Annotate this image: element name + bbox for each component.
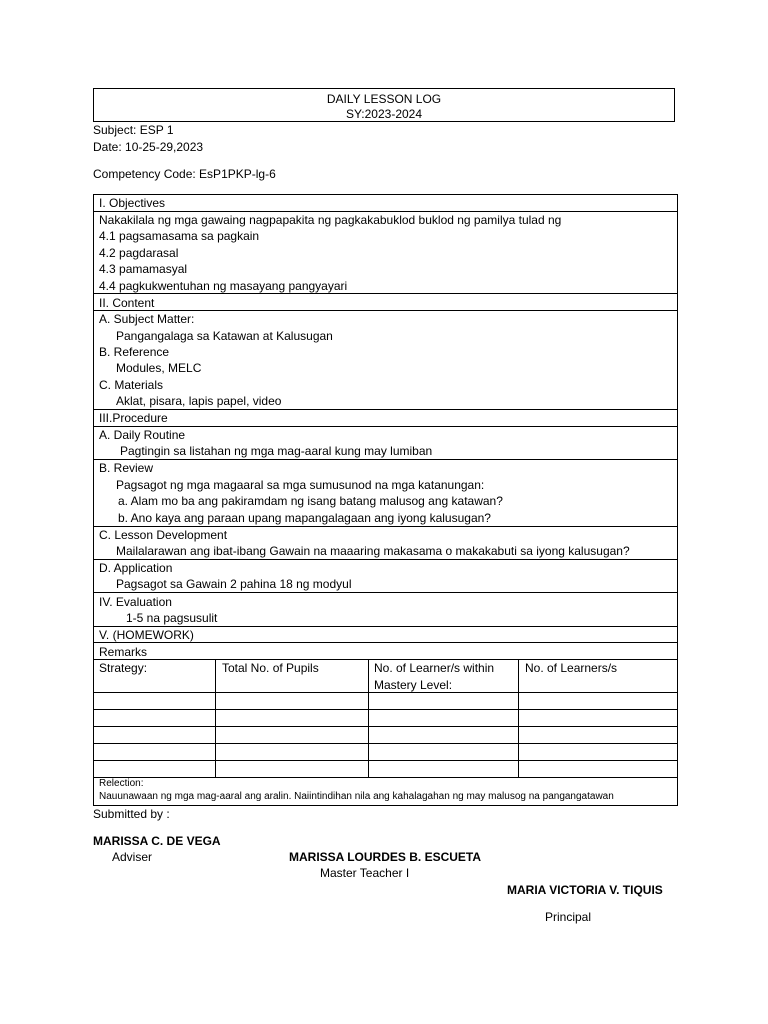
divider [93, 211, 678, 212]
reference-label: B. Reference [99, 345, 170, 359]
divider [93, 426, 678, 427]
content-heading: II. Content [99, 296, 155, 310]
table-bottom-border [93, 805, 678, 806]
adviser-title: Adviser [112, 850, 153, 864]
daily-routine-label: A. Daily Routine [99, 428, 186, 442]
review-question: b. Ano kaya ang paraan upang mapangalagaan ang iyong kalusugan? [118, 511, 491, 525]
subject-matter-text: Pangangalaga sa Katawan at Kalusugan [116, 329, 333, 343]
objective-item: 4.3 pamamasyal [99, 262, 188, 276]
objectives-heading: I. Objectives [99, 196, 166, 210]
daily-routine-text: Pagtingin sa listahan ng mga mag-aaral kung may lumiban [120, 444, 433, 458]
divider [93, 409, 678, 410]
evaluation-heading: IV. Evaluation [99, 595, 172, 609]
divider [93, 743, 678, 744]
review-question: a. Alam mo ba ang pakiramdam ng isang batang malusog ang katawan? [118, 494, 503, 508]
principal-name: MARIA VICTORIA V. TIQUIS [507, 883, 663, 897]
reflection-text: Nauunawaan ng mga mag-aaral ang aralin. Naiintindihan nila ang kahalagahan ng may malusog na pangangatawan [99, 791, 614, 802]
divider [93, 310, 678, 311]
application-text: Pagsagot sa Gawain 2 pahina 18 ng modyul [116, 577, 352, 591]
table-top-border [93, 194, 678, 195]
remarks-col-divider [368, 659, 369, 777]
objective-item: 4.1 pagsamasama sa pagkain [99, 229, 260, 243]
divider [93, 459, 678, 460]
procedure-heading: III.Procedure [99, 411, 168, 425]
objective-item: 4.4 pagkukwentuhan ng masayang pangyayari [99, 279, 348, 293]
remarks-col-learners: No. of Learners/s [525, 661, 618, 675]
lesson-development-text: Mailalarawan ang ibat-ibang Gawain na maaaring makasama o makakabuti sa iyong kalusugan? [116, 544, 630, 558]
divider [93, 642, 678, 643]
table-left-border [93, 194, 94, 806]
remarks-col-total-pupils: Total No. of Pupils [222, 661, 319, 675]
competency-code: Competency Code: EsP1PKP-lg-6 [93, 167, 276, 181]
divider [93, 293, 678, 294]
adviser-name: MARISSA C. DE VEGA [93, 834, 221, 848]
header-box [93, 88, 675, 122]
divider [93, 726, 678, 727]
principal-title: Principal [545, 910, 592, 924]
lesson-development-label: C. Lesson Development [99, 528, 228, 542]
document-title: DAILY LESSON LOG [326, 92, 442, 106]
homework-heading: V. (HOMEWORK) [99, 628, 194, 642]
remarks-col-divider [215, 659, 216, 777]
review-label: B. Review [99, 461, 154, 475]
review-text: Pagsagot ng mga magaaral sa mga sumusunod na mga katanungan: [116, 478, 485, 492]
reference-text: Modules, MELC [116, 361, 202, 375]
materials-label: C. Materials [99, 378, 164, 392]
divider [93, 592, 678, 593]
remarks-col-strategy: Strategy: [99, 661, 148, 675]
reflection-label: Relection: [99, 778, 144, 789]
divider [93, 709, 678, 710]
application-label: D. Application [99, 561, 173, 575]
divider [93, 626, 678, 627]
date-line: Date: 10-25-29,2023 [93, 140, 204, 154]
evaluation-text: 1-5 na pagsusulit [126, 611, 218, 625]
objective-item: 4.2 pagdarasal [99, 246, 179, 260]
remarks-heading: Remarks [99, 645, 148, 659]
divider [93, 760, 678, 761]
divider [93, 559, 678, 560]
subject-matter-label: A. Subject Matter: [99, 312, 195, 326]
subject-line: Subject: ESP 1 [93, 123, 174, 137]
remarks-col-mastery-line2: Mastery Level: [374, 678, 453, 692]
divider [93, 777, 678, 778]
remarks-col-divider [518, 659, 519, 777]
school-year: SY:2023-2024 [345, 107, 423, 121]
divider [93, 692, 678, 693]
divider [93, 526, 678, 527]
submitted-by-label: Submitted by : [93, 807, 170, 821]
master-teacher-name: MARISSA LOURDES B. ESCUETA [289, 850, 482, 864]
table-right-border [677, 194, 678, 806]
divider [93, 659, 678, 660]
master-teacher-title: Master Teacher I [320, 866, 410, 880]
objectives-intro: Nakakilala ng mga gawaing nagpapakita ng pagkakabuklod buklod ng pamilya tulad ng [99, 213, 562, 227]
materials-text: Aklat, pisara, lapis papel, video [116, 394, 282, 408]
remarks-col-mastery: No. of Learner/s within [374, 661, 495, 675]
